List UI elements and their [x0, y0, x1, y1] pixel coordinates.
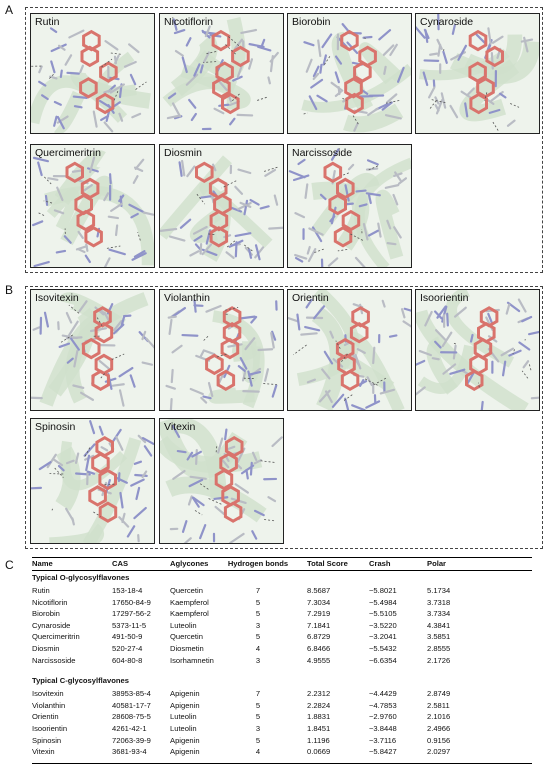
tile-label: Cynaroside	[420, 16, 474, 28]
molecular-structure-image	[31, 14, 155, 134]
table-cell: 4.9555	[307, 655, 331, 665]
docking-pose-cynaroside	[415, 13, 540, 134]
table-cell: Diosmin	[32, 644, 60, 653]
table-cell: 520-27-4	[112, 644, 143, 653]
molecular-structure-image	[288, 145, 412, 268]
table-cell: Isorhamnetin	[170, 655, 214, 665]
table-cell: −3.2041	[369, 632, 397, 642]
docking-pose-nicotiflorin	[159, 13, 284, 134]
panel-c-label: C	[5, 558, 14, 572]
table-cell: Isoorientin	[32, 724, 68, 733]
table-cell: −5.8021	[369, 586, 397, 595]
table-cell: −4.7853	[369, 700, 397, 710]
tile-label: Spinosin	[35, 421, 76, 433]
table-cell: 5373-11-5	[112, 620, 147, 630]
table-cell: Isovitexin	[32, 689, 64, 699]
docking-pose-isovitexin	[30, 289, 155, 411]
table-cell: 28608-75-5	[112, 712, 151, 722]
table-cell: Quercetin	[170, 586, 203, 595]
tile-label: Vitexin	[164, 421, 196, 433]
table-cell: Kaempferol	[170, 609, 209, 619]
docking-pose-spinosin	[30, 418, 155, 544]
table-cell: 2.5811	[427, 700, 450, 710]
tile-label: Diosmin	[164, 147, 202, 159]
table-cell: Rutin	[32, 586, 50, 595]
table-cell: 38953-85-4	[112, 689, 151, 699]
tile-label: Narcissoside	[292, 147, 353, 159]
table-top-rule	[32, 557, 532, 558]
table-cell: Biorobin	[32, 609, 60, 619]
molecular-structure-image	[160, 145, 284, 268]
table-header-cell: Name	[32, 559, 53, 568]
table-header-cell: Crash	[369, 559, 391, 568]
molecular-structure-image	[160, 290, 284, 411]
molecular-structure-image	[288, 290, 412, 411]
table-cell: Diosmetin	[170, 644, 204, 653]
table-cell: 7.3034	[307, 597, 331, 607]
tile-label: Isovitexin	[35, 292, 79, 304]
table-cell: Apigenin	[170, 689, 200, 699]
table-cell: 3681-93-4	[112, 747, 147, 757]
table-cell: 7.1841	[307, 620, 331, 630]
table-cell: 7	[255, 689, 261, 699]
table-group-title: Typical O-glycosylflavones	[32, 573, 130, 582]
table-cell: −3.5220	[369, 620, 397, 630]
table-cell: 40581-17-7	[112, 700, 151, 710]
table-header-cell: CAS	[112, 559, 129, 568]
table-cell: 1.8831	[307, 712, 331, 722]
table-cell: 3.7318	[427, 597, 451, 607]
table-cell: 2.8555	[427, 644, 451, 653]
table-cell: −5.5432	[369, 644, 397, 653]
table-cell: 3	[255, 655, 261, 665]
table-cell: Apigenin	[170, 700, 200, 710]
table-cell: 2.1016	[427, 712, 451, 722]
molecular-structure-image	[160, 14, 284, 134]
table-cell: 491-50-9	[112, 632, 143, 642]
docking-pose-orientin	[287, 289, 412, 411]
table-cell: 2.2312	[307, 689, 331, 699]
table-cell: −2.9760	[369, 712, 397, 722]
table-cell: −5.8427	[369, 747, 397, 757]
table-cell: 2.0297	[427, 747, 451, 757]
table-group-title: Typical C-glycosylflavones	[32, 676, 129, 686]
table-cell: 5	[255, 597, 261, 607]
table-header-cell: Total Score	[307, 559, 348, 568]
tile-label: Rutin	[35, 16, 60, 28]
docking-pose-isoorientin	[415, 289, 540, 411]
tile-label: Isoorientin	[420, 292, 469, 304]
docking-pose-biorobin	[287, 13, 412, 134]
table-cell: Narcissoside	[32, 655, 76, 665]
table-cell: −4.4429	[369, 689, 397, 699]
table-cell: Apigenin	[170, 747, 200, 757]
tile-label: Biorobin	[292, 16, 331, 28]
table-cell: Violanthin	[32, 700, 66, 710]
tile-label: Quercimeritrin	[35, 147, 101, 159]
table-cell: −3.8448	[369, 724, 397, 733]
table-cell: 7.2919	[307, 609, 331, 619]
docking-pose-rutin	[30, 13, 155, 134]
table-cell: 5	[255, 712, 261, 722]
table-cell: 2.1726	[427, 655, 451, 665]
table-cell: Vitexin	[32, 747, 55, 757]
table-cell: Luteolin	[170, 712, 197, 722]
table-cell: Luteolin	[170, 620, 197, 630]
table-cell: 6.8466	[307, 644, 331, 653]
table-cell: 2.8749	[427, 689, 451, 699]
tile-label: Orientin	[292, 292, 329, 304]
table-header-cell: Hydrogen bonds	[227, 559, 289, 568]
tile-label: Violanthin	[164, 292, 210, 304]
docking-pose-diosmin	[159, 144, 284, 268]
table-cell: 1.1196	[307, 735, 330, 745]
table-cell: 72063-39-9	[112, 735, 151, 745]
table-cell: 3	[255, 724, 261, 733]
molecular-structure-image	[31, 145, 155, 268]
table-header-cell: Polar	[427, 559, 446, 568]
table-cell: 6.8729	[307, 632, 331, 642]
table-cell: Orientin	[32, 712, 59, 722]
panel-b-label: B	[5, 283, 14, 297]
table-cell: 3.5851	[427, 632, 451, 642]
table-cell: 4	[255, 747, 261, 757]
table-cell: −3.7116	[369, 735, 397, 745]
table-cell: −6.6354	[369, 655, 397, 665]
table-cell: −5.5105	[369, 609, 397, 619]
panel-a-label: A	[5, 3, 14, 17]
molecular-structure-image	[31, 290, 155, 411]
table-cell: 5	[255, 609, 261, 619]
molecular-structure-image	[416, 290, 540, 411]
table-cell: 7	[255, 586, 261, 595]
table-cell: Spinosin	[32, 735, 62, 745]
table-header-rule	[32, 570, 532, 571]
table-cell: 3	[255, 620, 261, 630]
table-cell: 17650-84-9	[112, 597, 151, 607]
table-cell: Quercetin	[170, 632, 203, 642]
table-cell: 17297-56-2	[112, 609, 151, 619]
table-cell: 8.5687	[307, 586, 331, 595]
table-cell: Kaempferol	[170, 597, 209, 607]
tile-label: Nicotiflorin	[164, 16, 214, 28]
docking-pose-violanthin	[159, 289, 284, 411]
molecular-structure-image	[288, 14, 412, 134]
table-cell: Luteolin	[170, 724, 197, 733]
table-cell: 5	[255, 632, 261, 642]
table-cell: 0.9156	[427, 735, 451, 745]
table-cell: 2.4966	[427, 724, 451, 733]
docking-pose-vitexin	[159, 418, 284, 544]
table-cell: Apigenin	[170, 735, 200, 745]
table-cell: 2.2824	[307, 700, 331, 710]
table-cell: 5	[255, 735, 261, 745]
table-cell: Nicotiflorin	[32, 597, 68, 607]
table-cell: 3.7334	[427, 609, 451, 619]
table-cell: 5	[255, 700, 261, 710]
table-cell: 5.1734	[427, 586, 451, 595]
molecular-structure-image	[416, 14, 540, 134]
docking-pose-quercimeritrin	[30, 144, 155, 268]
table-cell: 0.0669	[307, 747, 331, 757]
table-cell: 4	[255, 644, 261, 653]
table-bottom-rule	[32, 763, 532, 764]
table-cell: 604-80-8	[112, 655, 143, 665]
molecular-structure-image	[160, 419, 284, 544]
table-cell: 4261-42-1	[112, 724, 147, 733]
table-header-cell: Aglycones	[170, 559, 209, 568]
table-cell: Quercimeritrin	[32, 632, 80, 642]
table-cell: 4.3841	[427, 620, 451, 630]
molecular-structure-image	[31, 419, 155, 544]
table-cell: Cynaroside	[32, 620, 71, 630]
table-cell: 153-18-4	[112, 586, 143, 595]
table-cell: 1.8451	[307, 724, 331, 733]
table-cell: −5.4984	[369, 597, 397, 607]
docking-pose-narcissoside	[287, 144, 412, 268]
